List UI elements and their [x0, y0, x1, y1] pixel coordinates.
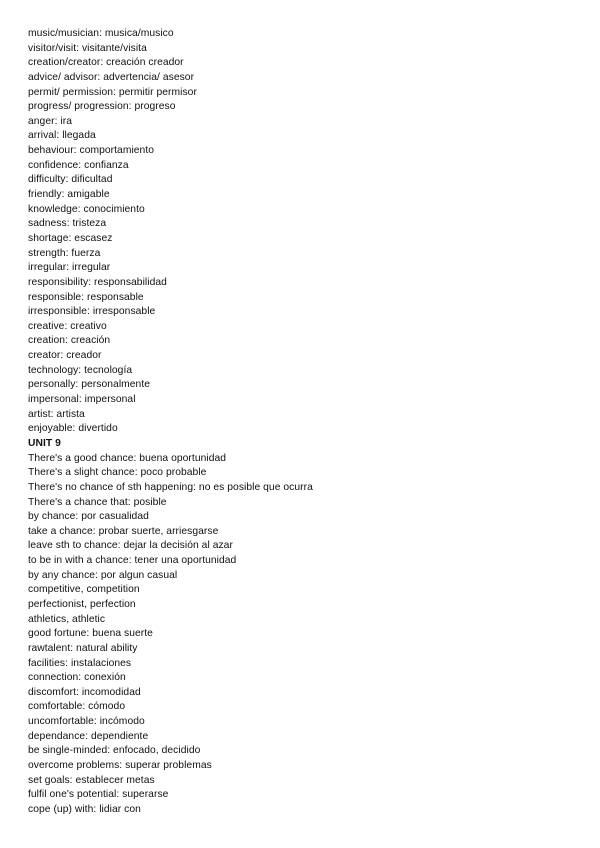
vocabulary-entry: set goals: establecer metas: [28, 774, 155, 786]
vocabulary-entry: enjoyable: divertido: [28, 423, 118, 435]
vocabulary-entry: irregular: irregular: [28, 262, 111, 274]
vocabulary-entry: visitor/visit: visitante/visita: [28, 42, 147, 54]
vocabulary-entry: confidence: confianza: [28, 159, 129, 171]
vocabulary-entry: comfortable: cómodo: [28, 701, 126, 713]
vocabulary-entry: discomfort: incomodidad: [28, 686, 141, 698]
vocabulary-entry: perfectionist, perfection: [28, 598, 136, 610]
vocabulary-entry: There's a chance that: posible: [28, 496, 167, 508]
vocabulary-entry: creator: creador: [28, 350, 102, 362]
vocabulary-entry: There's a good chance: buena oportunidad: [28, 452, 227, 464]
vocabulary-entry: impersonal: impersonal: [28, 394, 136, 406]
vocabulary-entry: creation/creator: creación creador: [28, 57, 184, 69]
vocabulary-entry: take a chance: probar suerte, arriesgarse: [28, 525, 219, 537]
vocabulary-entry: be single-minded: enfocado, decidido: [28, 745, 201, 757]
vocabulary-entry: irresponsible: irresponsable: [28, 306, 156, 318]
vocabulary-entry: competitive, competition: [28, 584, 140, 596]
vocabulary-entry: athletics, athletic: [28, 613, 106, 625]
vocabulary-entry: shortage: escasez: [28, 232, 113, 244]
vocabulary-entry: knowledge: conocimiento: [28, 203, 145, 215]
vocabulary-entry: cope (up) with: lidiar con: [28, 803, 141, 815]
vocabulary-entry: fulfil one's potential: superarse: [28, 789, 169, 801]
vocabulary-entry: difficulty: dificultad: [28, 174, 113, 186]
vocabulary-entry: There's no chance of sth happening: no es posible que ocurra: [28, 481, 313, 493]
vocabulary-entry: behaviour: comportamiento: [28, 145, 155, 157]
vocabulary-list: [28, 27, 313, 818]
vocabulary-entry: good fortune: buena suerte: [28, 628, 153, 640]
vocabulary-entry: There's a slight chance: poco probable: [28, 467, 207, 479]
vocabulary-entry: facilities: instalaciones: [28, 657, 132, 669]
vocabulary-entry: progress/ progression: progreso: [28, 101, 176, 113]
vocabulary-entry: arrival: llegada: [28, 130, 96, 142]
vocabulary-entry: creation: creación: [28, 335, 111, 347]
vocabulary-entry: by any chance: por algun casual: [28, 569, 178, 581]
vocabulary-entry: responsible: responsable: [28, 291, 144, 303]
vocabulary-entry: sadness: tristeza: [28, 218, 107, 230]
vocabulary-entry: creative: creativo: [28, 320, 107, 332]
vocabulary-entry: advice/ advisor: advertencia/ asesor: [28, 71, 195, 83]
vocabulary-entry: by chance: por casualidad: [28, 511, 149, 523]
vocabulary-entry: overcome problems: superar problemas: [28, 760, 212, 772]
vocabulary-entry: to be in with a chance: tener una oportunidad: [28, 555, 237, 567]
vocabulary-entry: personally: personalmente: [28, 379, 151, 391]
vocabulary-entry: responsibility: responsabilidad: [28, 276, 167, 288]
vocabulary-entry: artist: artista: [28, 408, 85, 420]
section-heading: UNIT 9: [28, 437, 61, 449]
vocabulary-entry: connection: conexión: [28, 672, 126, 684]
vocabulary-entry: leave sth to chance: dejar la decisión al azar: [28, 540, 233, 552]
vocabulary-entry: technology: tecnología: [28, 364, 133, 376]
vocabulary-entry: friendly: amigable: [28, 189, 110, 201]
vocabulary-entry: anger: ira: [28, 115, 73, 127]
vocabulary-entry: music/musician: musica/musico: [28, 28, 174, 39]
vocabulary-entry: dependance: dependiente: [28, 730, 149, 742]
vocabulary-entry: uncomfortable: incómodo: [28, 716, 145, 728]
vocabulary-entry: rawtalent: natural ability: [28, 642, 138, 654]
vocabulary-entry: permit/ permission: permitir permisor: [28, 86, 197, 98]
vocabulary-entry: strength: fuerza: [28, 247, 101, 259]
